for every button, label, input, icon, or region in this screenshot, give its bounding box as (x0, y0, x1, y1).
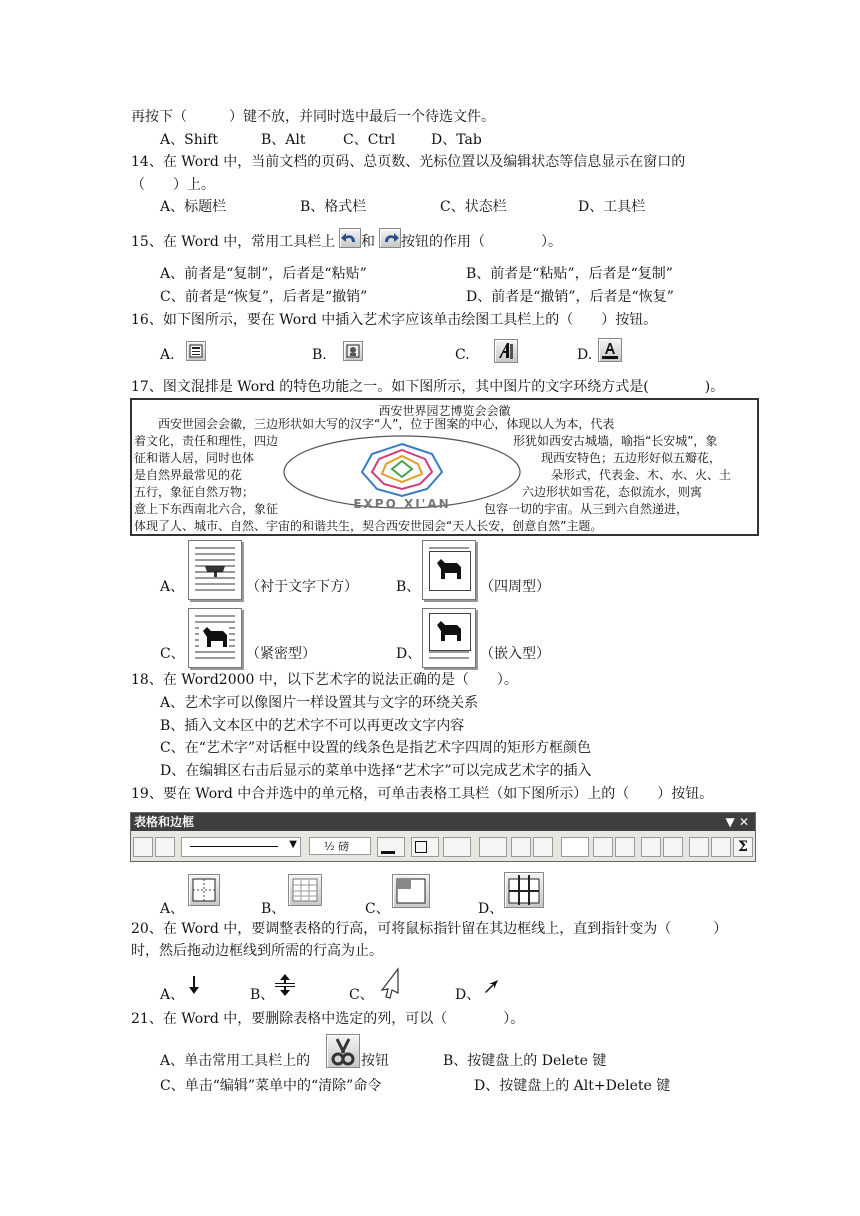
q16-option-c: C. (455, 347, 470, 363)
figure-text-line: 征和谐人居，同时也体 (134, 451, 255, 465)
q17-option-b-text: （四周型） (480, 579, 550, 595)
q19-option-b: B、 (261, 901, 286, 917)
q19-option-a: A、 (160, 901, 185, 917)
q18-stem: 18、在 Word2000 中，以下艺术字的说法正确的是（ ）。 (131, 672, 518, 688)
q15-and: 和 (361, 234, 375, 250)
tight-wrap-icon (188, 608, 242, 668)
outside-border-icon[interactable] (411, 837, 439, 857)
q21-option-a: A、单击常用工具栏上的 (160, 1053, 311, 1069)
row-resize-icon (272, 972, 298, 998)
figure-text-line: 西安世园会会徽，三边形状如大写的汉字“人”，位于图案的中心，体现以人为本，代表 (134, 417, 615, 431)
line-weight-dropdown[interactable]: ½ 磅 (309, 837, 371, 855)
figure-text-line: 现西安特色；五边形好似五瓣花， (541, 451, 722, 465)
q17-option-c-text: （紧密型） (246, 646, 316, 662)
q14-option-c: C、状态栏 (440, 199, 507, 215)
figure-text-line: 五行，象征自然万物； (134, 485, 255, 499)
q21-option-b: B、按键盘上的 Delete 键 (443, 1053, 607, 1069)
q15-stem-tail: 按钮的作用（ ）。 (401, 234, 562, 250)
q13-option-a: A、Shift (160, 132, 219, 148)
q21-option-c: C、单击“编辑”菜单中的“清除”命令 (160, 1078, 382, 1094)
q17-option-c-letter: C、 (160, 646, 185, 662)
q13-stem-tail: 再按下（ ）键不放，并同时选中最后一个待选文件。 (131, 109, 495, 125)
behind-text-icon (188, 540, 242, 600)
q19-option-d: D、 (478, 901, 504, 917)
q14-stem: 14、在 Word 中，当前文档的页码、总页数、光标位置以及编辑状态等信息显示在窗口的 (131, 154, 686, 170)
sort-descending-icon[interactable] (711, 837, 731, 857)
q18-option-a: A、艺术字可以像图片一样设置其与文字的环绕关系 (160, 695, 479, 711)
border-color-icon[interactable] (377, 837, 405, 857)
draw-table-grid-icon (188, 874, 220, 906)
q17-option-a-text: （衬于文字下方） (246, 579, 358, 595)
q17-option-a-letter: A、 (160, 579, 185, 595)
q17-option-d-text: （嵌入型） (480, 646, 550, 662)
q15-option-c: C、前者是“恢复”，后者是“撤销” (160, 289, 368, 305)
q20-stem: 20、在 Word 中，要调整表格的行高，可将鼠标指针留在其边框线上，直到指针变为（ ） (131, 921, 728, 937)
q21-stem: 21、在 Word 中，要删除表格中选定的列，可以（ ）。 (131, 1011, 525, 1027)
q21-option-a-tail: 按钮 (361, 1053, 389, 1069)
q20-option-a: A、 (160, 987, 185, 1003)
q20-option-b: B、 (250, 987, 275, 1003)
inline-wrap-icon (422, 608, 476, 668)
q18-option-c: C、在“艺术字”对话框中设置的线条色是指艺术字四周的矩形方框颜色 (160, 740, 592, 756)
q17-option-d-letter: D、 (396, 646, 422, 662)
toolbar-title: 表格和边框 ▼ ✕ (131, 813, 755, 831)
align-icon[interactable] (561, 837, 589, 857)
split-cells-large-icon (504, 872, 544, 908)
q14-option-a: A、标题栏 (160, 199, 227, 215)
figure-text-line: 意上下东西南北六合，象征 (134, 502, 279, 516)
figure-text-line: 体现了人、城市、自然、宇宙的和谐共生，契合西安世园会“天人长安，创意自然”主题。 (134, 519, 603, 533)
q17-stem: 17、图文混排是 Word 的特色功能之一。如下图所示，其中图片的文字环绕方式是( )。 (131, 379, 725, 395)
split-cells-icon[interactable] (533, 837, 553, 857)
clipart-icon (343, 341, 363, 361)
diagonal-arrow-icon (482, 978, 500, 996)
q16-option-a: A. (160, 347, 175, 363)
figure-title: 西安世界园艺博览会会徽 (378, 404, 511, 418)
square-wrap-icon (422, 540, 476, 600)
figure-text-line: 是自然界最常见的花 (134, 468, 243, 482)
merge-cells-large-icon (392, 874, 430, 908)
q18-option-b: B、插入文本区中的艺术字不可以再更改文字内容 (160, 718, 465, 734)
insert-table-icon[interactable] (479, 837, 507, 857)
q21-option-d: D、按键盘上的 Alt+Delete 键 (474, 1078, 671, 1094)
distribute-columns-icon[interactable] (615, 837, 635, 857)
q13-option-c: C、Ctrl (343, 132, 396, 148)
text-direction-icon[interactable] (663, 837, 683, 857)
figure-text-line: 包容一切的宇宙。从三到六自然递进， (484, 502, 689, 516)
autosum-icon[interactable]: Σ (733, 837, 753, 857)
logo-text: EXPO XI'AN (353, 497, 451, 511)
merge-cells-icon[interactable] (511, 837, 531, 857)
expo-emblem-figure (130, 398, 759, 536)
q15-option-b: B、前者是“粘贴”，后者是“复制” (466, 266, 673, 282)
q16-option-d: D. (577, 347, 593, 363)
q16-stem: 16、如下图所示，要在 Word 中插入艺术字应该单击绘图工具栏上的（ ）按钮。 (131, 312, 658, 328)
autoformat-icon[interactable] (641, 837, 661, 857)
down-arrow-icon (186, 974, 202, 996)
undo-icon (339, 228, 361, 248)
q20-option-c: C、 (349, 987, 374, 1003)
sort-ascending-icon[interactable] (689, 837, 709, 857)
wordart-icon (494, 339, 518, 363)
font-color-icon (598, 338, 622, 362)
q20-stem-cont: 时，然后拖动边框线到所需的行高为止。 (131, 943, 383, 959)
q20-option-d: D、 (455, 987, 481, 1003)
shading-color-icon[interactable] (443, 837, 471, 857)
q18-option-d: D、在编辑区右击后显示的菜单中选择“艺术字”可以完成艺术字的插入 (160, 763, 592, 779)
q14-option-d: D、工具栏 (578, 199, 646, 215)
tables-borders-toolbar (130, 812, 756, 862)
pointer-arrow-icon (376, 966, 404, 1000)
draw-table-icon[interactable] (133, 837, 153, 857)
toolbar-close-icon[interactable]: ▼ ✕ (725, 815, 749, 829)
q19-option-c: C、 (365, 901, 390, 917)
q14-stem-cont: （ ）上。 (131, 177, 215, 193)
q15-stem: 15、在 Word 中，常用工具栏上 (131, 234, 336, 250)
eraser-icon[interactable] (155, 837, 175, 857)
cut-scissors-icon (326, 1034, 360, 1068)
redo-icon (379, 228, 401, 248)
line-style-dropdown[interactable]: ▼ (181, 837, 301, 857)
figure-text-line: 朵形式，代表金、木、水、火、土 (551, 468, 732, 482)
distribute-rows-icon[interactable] (593, 837, 613, 857)
q15-option-a: A、前者是“复制”，后者是“粘贴” (160, 266, 367, 282)
q13-option-d: D、Tab (431, 132, 482, 148)
q15-option-d: D、前者是“撤销”，后者是“恢复” (466, 289, 674, 305)
q19-stem: 19、要在 Word 中合并选中的单元格，可单击表格工具栏（如下图所示）上的（ ）按钮。 (131, 786, 714, 802)
table-grid-icon (288, 874, 322, 906)
q16-option-b: B. (312, 347, 327, 363)
expo-logo-icon (282, 434, 522, 514)
figure-text-line: 六边形状如雪花，态似流水，则寓 (522, 485, 703, 499)
q17-option-b-letter: B、 (396, 579, 421, 595)
q13-option-b: B、Alt (261, 132, 306, 148)
figure-text-line: 形犹如西安古城墙，喻指“长安城”，象 (513, 434, 718, 448)
figure-text-line: 着文化，责任和理性，四边 (134, 434, 279, 448)
q14-option-b: B、格式栏 (300, 199, 367, 215)
textbox-icon (186, 341, 206, 361)
